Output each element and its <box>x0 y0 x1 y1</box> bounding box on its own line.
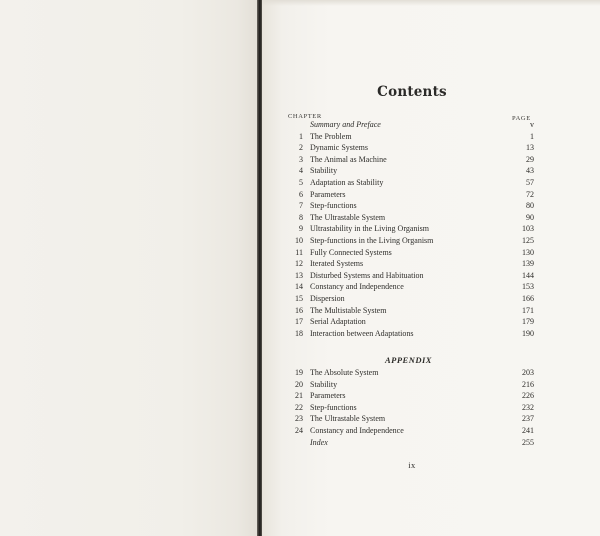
toc-entry <box>288 200 534 212</box>
entry-title: Step-functions <box>310 201 357 211</box>
entry-page: 144 <box>522 270 534 280</box>
toc-entry <box>288 212 534 224</box>
entry-title: The Multistable System <box>310 305 387 315</box>
entry-page: 241 <box>522 425 534 435</box>
chapter-column-header: CHAPTER <box>288 113 322 120</box>
entry-page: v <box>530 120 534 129</box>
entry-page: 237 <box>522 414 534 424</box>
entry-title: Constancy and Independence <box>310 425 404 435</box>
toc-entry <box>288 177 534 189</box>
entry-page: 130 <box>522 247 534 257</box>
contents-list <box>288 119 534 339</box>
entry-number: 12 <box>295 259 303 269</box>
entry-title: The Animal as Machine <box>310 154 387 164</box>
entry-number: 22 <box>295 402 303 412</box>
entry-title: Summary and Preface <box>310 120 381 129</box>
entry-page: 13 <box>526 143 534 153</box>
toc-entry-index <box>288 437 534 449</box>
entry-number: 17 <box>295 317 303 327</box>
toc-entry <box>288 235 534 247</box>
entry-title: Stability <box>310 379 338 389</box>
entry-page: 171 <box>522 305 534 315</box>
entry-page: 29 <box>526 154 534 164</box>
entry-title: The Ultrastable System <box>310 212 386 222</box>
entry-number: 2 <box>299 143 303 153</box>
entry-title: Constancy and Independence <box>310 282 404 292</box>
entry-title: The Ultrastable System <box>310 414 386 424</box>
entry-title: Iterated Systems <box>310 259 364 269</box>
entry-number: 8 <box>299 212 303 222</box>
toc-entry <box>288 189 534 201</box>
left-page <box>0 0 258 536</box>
entry-title: Disturbed Systems and Habituation <box>310 270 424 280</box>
entry-page: 153 <box>522 282 534 292</box>
entry-page: 179 <box>522 317 534 327</box>
entry-title: Dynamic Systems <box>310 143 368 153</box>
page-column-header: PAGE <box>512 115 531 122</box>
toc-entry <box>288 270 534 282</box>
entry-title: Parameters <box>310 391 346 401</box>
entry-page: 43 <box>526 166 534 176</box>
entry-page: 166 <box>522 293 534 303</box>
toc-entry <box>288 402 534 414</box>
entry-number: 6 <box>299 189 303 199</box>
entry-page: 57 <box>526 177 534 187</box>
entry-number: 15 <box>295 293 303 303</box>
entry-number: 10 <box>295 235 303 245</box>
toc-entry <box>288 390 534 402</box>
entry-title: Adaptation as Stability <box>310 177 384 187</box>
entry-number: 9 <box>299 224 303 234</box>
toc-entry <box>288 154 534 166</box>
toc-entry <box>288 165 534 177</box>
toc-entry <box>288 293 534 305</box>
toc-entry <box>288 425 534 437</box>
entry-number: 24 <box>295 425 303 435</box>
toc-entry <box>288 247 534 259</box>
entry-number: 20 <box>295 379 303 389</box>
entry-number: 18 <box>295 328 303 338</box>
entry-number: 7 <box>299 201 303 211</box>
entry-title: Step-functions in the Living Organism <box>310 235 434 245</box>
entry-number: 11 <box>295 247 303 257</box>
entry-title: Interaction between Adaptations <box>310 328 414 338</box>
entry-title: Step-functions <box>310 402 357 412</box>
toc-entry <box>288 305 534 317</box>
toc-entry <box>288 413 534 425</box>
entry-page: 255 <box>522 437 534 447</box>
entry-title: Parameters <box>310 189 346 199</box>
entry-page: 1 <box>530 131 534 141</box>
toc-entry <box>288 367 534 379</box>
entry-number: 21 <box>295 391 303 401</box>
toc-entry <box>288 379 534 391</box>
entry-number: 4 <box>299 166 303 176</box>
entry-title: Serial Adaptation <box>310 317 366 327</box>
entry-number: 19 <box>295 368 303 377</box>
page-number: ix <box>408 460 416 470</box>
entry-number: 5 <box>299 177 303 187</box>
appendix-list <box>288 367 534 448</box>
entry-number: 16 <box>295 305 303 315</box>
entry-number: 13 <box>295 270 303 280</box>
entry-title: Fully Connected Systems <box>310 247 392 257</box>
toc-entry <box>288 131 534 143</box>
entry-page: 232 <box>522 402 534 412</box>
entry-page: 226 <box>522 391 534 401</box>
entry-page: 103 <box>522 224 534 234</box>
entry-number: 23 <box>295 414 303 424</box>
toc-entry <box>288 258 534 270</box>
toc-entry-front-matter <box>288 119 534 131</box>
toc-entry <box>288 142 534 154</box>
entry-title: Dispersion <box>310 293 345 303</box>
toc-entry <box>288 316 534 328</box>
appendix-heading: APPENDIX <box>385 355 432 365</box>
entry-title: Ultrastability in the Living Organism <box>310 224 429 234</box>
entry-title: Stability <box>310 166 338 176</box>
entry-title: The Absolute System <box>310 368 379 377</box>
entry-page: 80 <box>526 201 534 211</box>
entry-page: 190 <box>522 328 534 338</box>
page-top-edge <box>262 0 600 6</box>
entry-page: 90 <box>526 212 534 222</box>
entry-page: 72 <box>526 189 534 199</box>
entry-page: 139 <box>522 259 534 269</box>
entry-number: 1 <box>299 131 303 141</box>
entry-title: Index <box>310 437 328 447</box>
entry-number: 14 <box>295 282 303 292</box>
toc-entry <box>288 281 534 293</box>
page-title: Contents <box>377 84 447 100</box>
entry-title: The Problem <box>310 131 352 141</box>
entry-page: 216 <box>522 379 534 389</box>
entry-number: 3 <box>299 154 303 164</box>
toc-entry <box>288 328 534 340</box>
toc-entry <box>288 223 534 235</box>
entry-page: 125 <box>522 235 534 245</box>
entry-page: 203 <box>522 368 534 377</box>
